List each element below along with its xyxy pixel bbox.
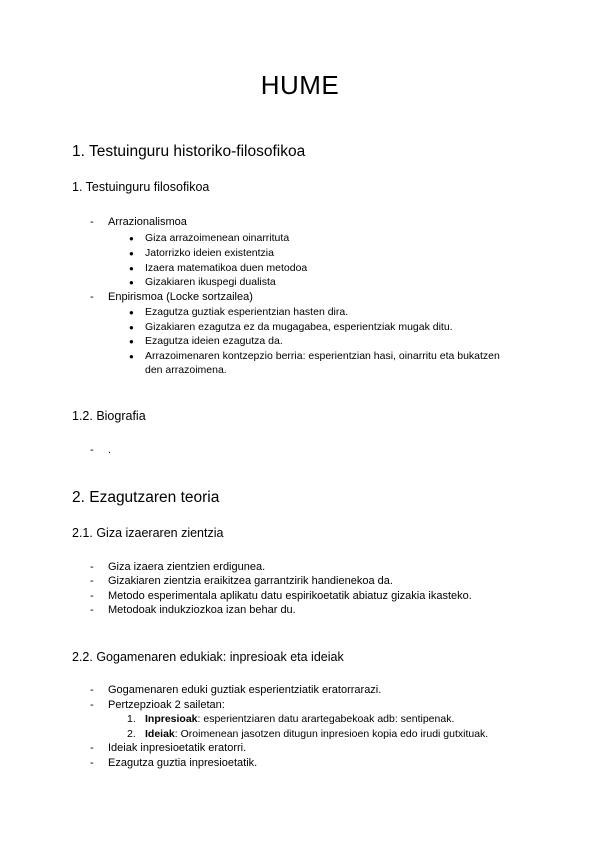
- bullet-marker: ●: [129, 308, 134, 317]
- term-ideiak: Ideiak: [145, 728, 175, 740]
- dash-marker: -: [90, 561, 94, 573]
- bullet-marker: ●: [129, 264, 134, 273]
- dash-marker: -: [90, 742, 94, 754]
- list-item-text: Pertzepzioak 2 sailetan:: [108, 699, 225, 711]
- bullet-text: Ezagutza ideien ezagutza da.: [145, 335, 283, 347]
- list-item-text: Metodo esperimentala aplikatu datu espirikoetatik abiatuz gizakia ikasteko.: [108, 590, 472, 602]
- list-item-text: Arrazionalismoa: [108, 216, 187, 228]
- dash-marker: -: [90, 590, 94, 602]
- number-marker: 1.: [127, 713, 136, 725]
- bullet-text: Izaera matematikoa duen metodoa: [145, 262, 308, 274]
- document-title: HUME: [260, 70, 340, 100]
- list-item-text: Gizakiaren zientzia eraikitzea garrantzirik handienekoa da.: [108, 575, 393, 587]
- bullet-marker: ●: [129, 352, 134, 361]
- dash-marker: -: [90, 684, 94, 696]
- subsection-heading: 1.2. Biografia: [72, 409, 146, 423]
- dash-marker: -: [90, 216, 94, 228]
- list-item-text: Gogamenaren eduki guztiak esperientziatik eratorrarazi.: [108, 684, 382, 696]
- dash-marker: -: [90, 291, 94, 303]
- term-definition: : Oroimenean jasotzen ditugun inpresioen kopia edo irudi gutxituak.: [174, 728, 489, 740]
- dash-marker: -: [90, 604, 94, 616]
- term-inpresioak: Inpresioak: [145, 713, 198, 725]
- number-marker: 2.: [127, 728, 136, 740]
- section-heading: 2. Ezagutzaren teoria: [72, 489, 220, 506]
- bullet-text: Gizakiaren ikuspegi dualista: [145, 276, 276, 288]
- list-item-text: Giza izaera zientzien erdigunea.: [108, 561, 266, 573]
- term-definition: : esperientziaren datu arartegabekoak adb: sentipenak.: [197, 713, 455, 725]
- dash-marker: -: [90, 444, 94, 456]
- bullet-text: den arrazoimena.: [145, 364, 227, 376]
- list-item-text: Ideiak inpresioetatik eratorri.: [108, 742, 247, 754]
- bullet-marker: ●: [129, 249, 134, 258]
- bullet-text: Gizakiaren ezagutza ez da mugagabea, esperientziak mugak ditu.: [145, 321, 453, 333]
- bullet-marker: ●: [129, 323, 134, 332]
- section-heading: 1. Testuinguru historiko-filosofikoa: [72, 143, 306, 160]
- dash-marker: -: [90, 757, 94, 769]
- bullet-marker: ●: [129, 278, 134, 287]
- subsection-heading: 2.1. Giza izaeraren zientzia: [72, 526, 224, 540]
- bullet-text: Arrazoimenaren kontzepzio berria: esperientzian hasi, oinarritu eta bukatzen: [145, 350, 500, 362]
- bullet-text: Ezagutza guztiak esperientzian hasten dira.: [145, 306, 349, 318]
- bullet-text: Giza arrazoimenean oinarrituta: [145, 232, 290, 244]
- list-item-text: .: [108, 444, 112, 456]
- numbered-text: [145, 728, 488, 740]
- bullet-marker: ●: [129, 337, 134, 346]
- dash-marker: -: [90, 575, 94, 587]
- list-item-text: Ezagutza guztia inpresioetatik.: [108, 757, 258, 769]
- subsection-heading: 1. Testuinguru filosofikoa: [72, 180, 210, 194]
- list-item-text: Enpirismoa (Locke sortzailea): [108, 291, 253, 303]
- dash-marker: -: [90, 699, 94, 711]
- numbered-text: [145, 713, 454, 725]
- subsection-heading: 2.2. Gogamenaren edukiak: inpresioak eta ideiak: [72, 650, 344, 664]
- bullet-text: Jatorrizko ideien existentzia: [145, 247, 274, 259]
- bullet-marker: ●: [129, 234, 134, 243]
- list-item-text: Metodoak indukziozkoa izan behar du.: [108, 604, 296, 616]
